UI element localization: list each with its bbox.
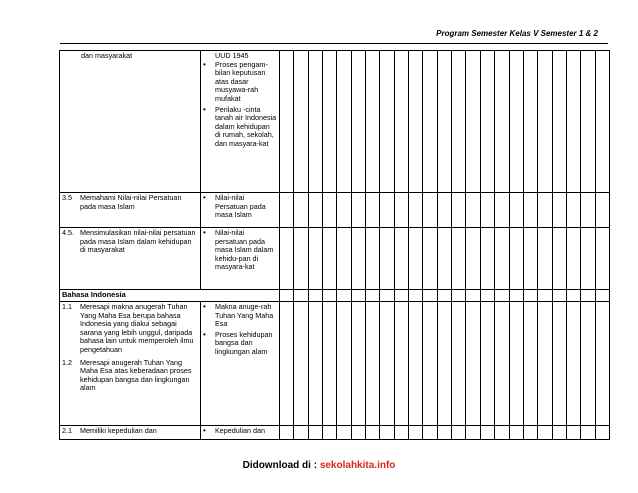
page-header: Program Semester Kelas V Semester 1 & 2 xyxy=(436,29,598,38)
week-cell xyxy=(466,289,480,301)
week-cell xyxy=(452,193,466,228)
week-cell xyxy=(452,289,466,301)
materi-cell xyxy=(201,51,280,193)
week-cell xyxy=(566,425,580,439)
week-cell xyxy=(323,302,337,425)
week-cell xyxy=(509,228,523,290)
week-cell xyxy=(294,289,308,301)
week-cell xyxy=(566,51,580,193)
table-row xyxy=(60,193,610,228)
materi-text: UUD 1945 xyxy=(215,51,249,60)
week-cell xyxy=(380,425,394,439)
week-cell xyxy=(480,228,494,290)
week-cell xyxy=(581,425,595,439)
program-semester-table xyxy=(59,50,610,440)
week-cell xyxy=(280,425,294,439)
week-cell xyxy=(409,51,423,193)
week-cell xyxy=(337,302,351,425)
week-cell xyxy=(566,228,580,290)
week-cell xyxy=(495,193,509,228)
materi-cell xyxy=(201,302,280,425)
table-row xyxy=(60,302,610,425)
week-cell xyxy=(294,228,308,290)
section-row xyxy=(60,289,610,301)
week-cell xyxy=(337,193,351,228)
kd-text: Memiliki kepedulian dan xyxy=(80,425,157,435)
kd-cell xyxy=(60,193,201,228)
week-cell xyxy=(323,289,337,301)
list-item: • Nilai-nilai Persatuan pada masa Islam xyxy=(203,193,266,220)
kd-cell xyxy=(60,51,201,193)
week-cell xyxy=(380,193,394,228)
week-cell xyxy=(394,228,408,290)
week-cell xyxy=(552,289,566,301)
week-cell xyxy=(366,425,380,439)
materi-cell xyxy=(201,425,280,439)
kd-text: Meresapi anugerah Tuhan Yang Maha Esa atas keberadaan proses kehidupan bangsa dan lingkungan alam xyxy=(80,357,192,393)
week-cell xyxy=(552,425,566,439)
week-cell xyxy=(409,289,423,301)
week-cell xyxy=(394,302,408,425)
week-cell xyxy=(566,289,580,301)
week-cell xyxy=(351,193,365,228)
week-cell xyxy=(581,302,595,425)
week-cell xyxy=(437,228,451,290)
week-cell xyxy=(538,228,552,290)
week-cell xyxy=(366,289,380,301)
week-cell xyxy=(523,51,537,193)
week-cell xyxy=(280,302,294,425)
week-cell xyxy=(337,228,351,290)
week-cell xyxy=(452,228,466,290)
week-cell xyxy=(509,193,523,228)
week-cell xyxy=(394,425,408,439)
week-cell xyxy=(280,289,294,301)
list-item: • Nilai-nilai persatuan pada masa Islam dalam kehidu-pan di masyara-kat xyxy=(203,228,274,272)
week-cell xyxy=(409,302,423,425)
week-cell xyxy=(308,302,322,425)
footer-prefix: Didownload di : xyxy=(242,460,320,471)
week-cell xyxy=(480,302,494,425)
week-cell xyxy=(552,51,566,193)
week-cell xyxy=(538,193,552,228)
week-cell xyxy=(423,193,437,228)
week-cell xyxy=(351,51,365,193)
kd-cell xyxy=(60,228,201,290)
kd-number: 3.5 xyxy=(62,193,72,203)
week-cell xyxy=(380,51,394,193)
week-cell xyxy=(308,228,322,290)
week-cell xyxy=(423,425,437,439)
week-cell xyxy=(351,228,365,290)
week-cell xyxy=(495,228,509,290)
kd-text: Meresapi makna anugerah Tuhan Yang Maha Esa berupa bahasa Indonesia yang diakui sebagai sarana yang lebih unggul, daripada bahasa lain untuk memperoleh ilmu pengetahuan xyxy=(80,302,194,355)
week-cell xyxy=(581,193,595,228)
week-cell xyxy=(452,302,466,425)
week-cell xyxy=(308,425,322,439)
week-cell xyxy=(523,425,537,439)
bullet-icon: • xyxy=(203,329,206,339)
kd-cell xyxy=(60,425,201,439)
bullet-icon: • xyxy=(203,59,206,69)
week-cell xyxy=(280,51,294,193)
week-cell xyxy=(280,193,294,228)
week-cell xyxy=(308,51,322,193)
week-cell xyxy=(509,289,523,301)
week-cell xyxy=(394,193,408,228)
week-cell xyxy=(466,302,480,425)
week-cell xyxy=(366,51,380,193)
week-cell xyxy=(466,425,480,439)
kd-text: dan masyarakat xyxy=(81,51,133,60)
week-cell xyxy=(437,51,451,193)
week-cell xyxy=(452,425,466,439)
kd-number: 4.5. xyxy=(62,228,74,237)
week-cell xyxy=(566,302,580,425)
week-cell xyxy=(409,425,423,439)
week-cell xyxy=(466,51,480,193)
subject-heading: Bahasa Indonesia xyxy=(60,289,280,301)
kd-text: Memahami Nilai-nilai Persatuan pada masa Islam xyxy=(80,193,182,211)
footer-site-link[interactable]: sekolahkita.info xyxy=(319,460,396,471)
week-cell xyxy=(595,289,609,301)
week-cell xyxy=(437,302,451,425)
week-cell xyxy=(437,193,451,228)
week-cell xyxy=(351,289,365,301)
week-cell xyxy=(552,302,566,425)
week-cell xyxy=(495,302,509,425)
week-cell xyxy=(308,193,322,228)
week-cell xyxy=(480,289,494,301)
week-cell xyxy=(538,425,552,439)
materi-cell xyxy=(201,193,280,228)
week-cell xyxy=(366,302,380,425)
week-cell xyxy=(552,228,566,290)
week-cell xyxy=(380,302,394,425)
week-cell xyxy=(538,302,552,425)
week-cell xyxy=(495,289,509,301)
week-cell xyxy=(523,228,537,290)
week-cell xyxy=(495,51,509,193)
week-cell xyxy=(380,228,394,290)
week-cell xyxy=(509,425,523,439)
week-cell xyxy=(480,51,494,193)
week-cell xyxy=(480,193,494,228)
week-cell xyxy=(323,425,337,439)
week-cell xyxy=(294,425,308,439)
table-row xyxy=(60,228,610,290)
week-cell xyxy=(409,228,423,290)
week-cell xyxy=(595,425,609,439)
week-cell xyxy=(437,289,451,301)
bullet-icon: • xyxy=(203,193,206,203)
header-rule xyxy=(60,43,608,44)
kd-number: 1.1 xyxy=(62,302,72,312)
week-cell xyxy=(423,289,437,301)
bullet-icon: • xyxy=(203,302,206,312)
week-cell xyxy=(351,302,365,425)
bullet-icon: • xyxy=(203,228,206,237)
download-footer xyxy=(0,460,638,471)
week-cell xyxy=(466,193,480,228)
week-cell xyxy=(538,289,552,301)
week-cell xyxy=(595,193,609,228)
week-cell xyxy=(351,425,365,439)
kd-text: Mensimulasikan nilai-nilai persatuan pada masa Islam dalam kehidupan di masyarakat xyxy=(80,228,196,255)
list-item: • Proses pengam-bilan keputusan atas dasar musyawa-rah mufakat xyxy=(203,59,268,103)
list-item: • Kepedulian dan xyxy=(203,425,265,435)
week-cell xyxy=(380,289,394,301)
week-cell xyxy=(509,51,523,193)
week-cell xyxy=(366,228,380,290)
list-item: • Proses kehidupan bangsa dan lingkungan alam xyxy=(203,329,273,357)
week-cell xyxy=(437,425,451,439)
week-cell xyxy=(581,228,595,290)
week-cell xyxy=(595,51,609,193)
kd-cell xyxy=(60,302,201,425)
week-cell xyxy=(538,51,552,193)
week-cell xyxy=(280,228,294,290)
week-cell xyxy=(366,193,380,228)
week-cell xyxy=(595,228,609,290)
week-cell xyxy=(581,289,595,301)
week-cell xyxy=(294,302,308,425)
week-cell xyxy=(423,302,437,425)
week-cell xyxy=(523,289,537,301)
week-cell xyxy=(452,51,466,193)
kd-number: 2.1 xyxy=(62,425,72,435)
week-cell xyxy=(466,228,480,290)
week-cell xyxy=(423,228,437,290)
week-cell xyxy=(323,228,337,290)
week-cell xyxy=(552,193,566,228)
week-cell xyxy=(523,193,537,228)
week-cell xyxy=(409,193,423,228)
list-item: • Makna anuge-rah Tuhan Yang Maha Esa xyxy=(203,302,274,329)
week-cell xyxy=(394,51,408,193)
week-cell xyxy=(566,193,580,228)
week-cell xyxy=(323,193,337,228)
week-cell xyxy=(480,425,494,439)
week-cell xyxy=(337,51,351,193)
week-cell xyxy=(595,302,609,425)
week-cell xyxy=(337,425,351,439)
week-cell xyxy=(495,425,509,439)
week-cell xyxy=(523,302,537,425)
week-cell xyxy=(294,193,308,228)
bullet-icon: • xyxy=(203,425,206,435)
table-row xyxy=(60,425,610,439)
week-cell xyxy=(509,302,523,425)
table-row xyxy=(60,51,610,193)
week-cell xyxy=(337,289,351,301)
week-cell xyxy=(308,289,322,301)
week-cell xyxy=(423,51,437,193)
bullet-icon: • xyxy=(203,104,206,114)
week-cell xyxy=(394,289,408,301)
week-cell xyxy=(294,51,308,193)
week-cell xyxy=(581,51,595,193)
kd-number: 1.2 xyxy=(62,357,72,367)
materi-cell xyxy=(201,228,280,290)
list-item: • Perilaku -cinta tanah air Indonesia dalam kehidupan di rumah, sekolah, dan masyara-kat xyxy=(203,104,277,148)
week-cell xyxy=(323,51,337,193)
